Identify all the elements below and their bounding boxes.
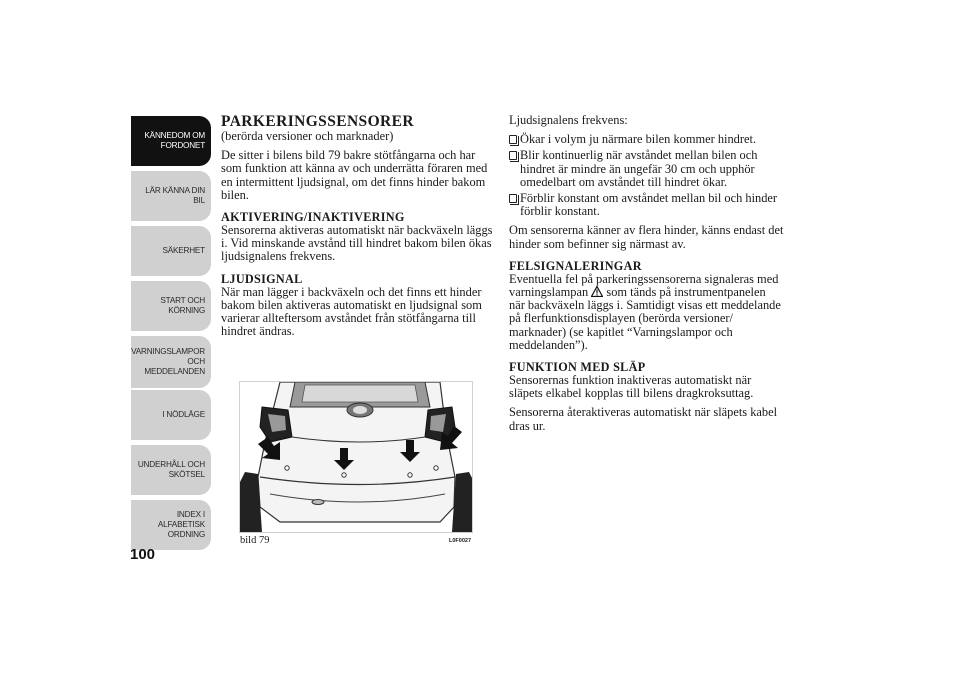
nav-tab-label: START OCH	[160, 296, 205, 305]
nav-tab-label: OCH	[187, 357, 205, 366]
figure-caption: bild 79	[240, 535, 270, 546]
section-title: PARKERINGSSENSORER	[221, 113, 414, 130]
list-item: Ökar i volym ju närmare bilen kommer hindret.	[509, 133, 784, 146]
nav-tab-label: I NÖDLÄGE	[162, 410, 205, 419]
warning-triangle-icon	[591, 286, 603, 297]
nav-tab-label: LÄR KÄNNA DIN	[145, 186, 205, 195]
nav-tab-label: SÄKERHET	[162, 246, 205, 255]
faults-paragraph: Eventuella fel på parkeringssensorerna signaleras med varningslampan som tänds på instrumentpanelen när backväxeln läggs i. Samtidigt visas ett meddelande på flerfunktionsdisplayen (berörda versioner/ marknader) (se kapitlet “Varningslampor och meddelanden”).	[509, 271, 781, 352]
frequency-list	[509, 133, 784, 218]
trailer-paragraph-2: Sensorerna återaktiveras automatiskt när släpets kabel dras ur.	[509, 405, 778, 433]
nav-tab-label: ALFABETISK	[157, 520, 205, 529]
page-number: 100	[130, 546, 156, 563]
trailer-heading: FUNKTION MED SLÄP	[509, 360, 646, 375]
checkbox-bullet-icon	[509, 194, 517, 203]
nav-tab-label: INDEX I	[176, 510, 205, 519]
nav-tab[interactable]	[131, 390, 211, 440]
figure-code: L0F0027	[449, 538, 472, 544]
list-item: Förblir konstant om avståndet mellan bil och hinder förblir konstant.	[509, 192, 784, 218]
faults-heading: FELSIGNALERINGAR	[509, 258, 642, 273]
trailer-paragraph-1: Sensorernas funktion inaktiveras automatiskt när släpets elkabel kopplas till bilens dragkroksuttag.	[509, 373, 754, 401]
activation-paragraph: Sensorerna aktiveras automatiskt när backväxeln läggs i. Vid minskande avstånd till hindret bakom bilen ökas ljudsignalens frekvens.	[221, 223, 493, 264]
checkbox-bullet-icon	[509, 151, 517, 160]
multi-obstacle-paragraph: Om sensorerna känner av flera hinder, känns endast det hinder som befinner sig närmast av.	[509, 223, 784, 251]
rear-car-illustration	[239, 381, 473, 533]
list-item: Blir kontinuerlig när avståndet mellan bilen och hindret är mindre än ungefär 30 cm och upphör omedelbart om avståndet till hindret ökar.	[509, 149, 784, 189]
nav-tab-label: MEDDELANDEN	[144, 367, 205, 376]
nav-tab-label: SKÖTSEL	[168, 470, 205, 479]
nav-tab-label: KÄNNEDOM OM	[144, 131, 205, 140]
nav-tab[interactable]	[131, 281, 211, 331]
frequency-intro: Ljudsignalens frekvens:	[509, 113, 628, 127]
right-column	[509, 114, 784, 433]
activation-heading: AKTIVERING/INAKTIVERING	[221, 210, 405, 225]
nav-tab[interactable]	[131, 500, 211, 550]
nav-tab-label: FORDONET	[160, 141, 205, 150]
nav-tab-label: UNDERHÅLL OCH	[137, 460, 205, 469]
nav-tab[interactable]	[131, 336, 211, 388]
nav-tab-label: BIL	[193, 196, 205, 205]
nav-tab-label: ORDNING	[167, 530, 205, 539]
nav-tab[interactable]	[131, 226, 211, 276]
nav-tab-label: VARNINGSLAMPOR	[131, 347, 205, 356]
nav-tab-label: KÖRNING	[168, 306, 205, 315]
section-subtitle: (berörda versioner och marknader)	[221, 129, 394, 143]
sound-heading: LJUDSIGNAL	[221, 271, 303, 286]
car-rear-drawing	[240, 382, 473, 533]
sound-paragraph: När man lägger i backväxeln och det finns ett hinder bakom bilen aktiveras automatiskt en ljudsignal som varierar allteftersom avståndet från stötfångarna till hindret ändras.	[221, 284, 482, 339]
intro-paragraph: De sitter i bilens bild 79 bakre stötfångarna och har som funktion att känna av och underrätta föraren med en intermittent ljudsignal, om det finns hinder bakom bilen.	[221, 148, 488, 202]
checkbox-bullet-icon	[509, 135, 517, 144]
nav-tab[interactable]	[131, 116, 211, 166]
nav-tab[interactable]	[131, 445, 211, 495]
left-column	[221, 114, 493, 338]
nav-tab[interactable]	[131, 171, 211, 221]
